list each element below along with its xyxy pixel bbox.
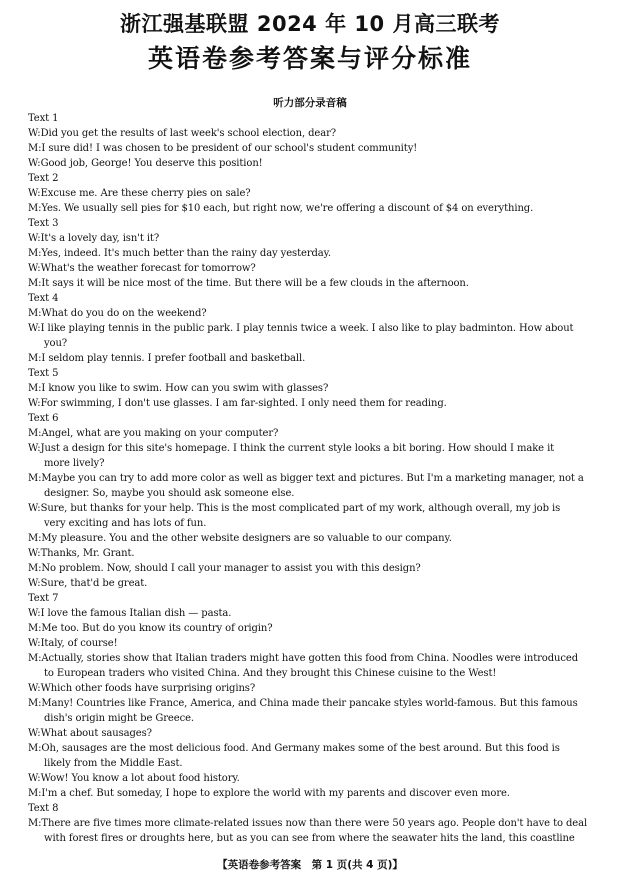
dialogue-line: M:I seldom play tennis. I prefer football and basketball. [28,353,306,364]
dialogue-line: W:Sure, but thanks for your help. This is the most complicated part of my work, although overall, my job is [28,503,561,514]
dialogue-line-continued: very exciting and has lots of fun. [44,518,207,529]
dialogue-line: M:Yes, indeed. It's much better than the rainy day yesterday. [28,248,331,259]
text-label: Text 2 [28,173,59,184]
text-label: Text 1 [28,113,59,124]
dialogue-line-continued: more lively? [44,458,105,469]
dialogue-line: M:I'm a chef. But someday, I hope to explore the world with my parents and discover even more. [28,788,510,799]
dialogue-line: W:For swimming, I don't use glasses. I am far-sighted. I only need them for reading. [28,398,447,409]
dialogue-line: M:What do you do on the weekend? [28,308,207,319]
dialogue-line: W:Wow! You know a lot about food history. [28,773,240,784]
text-label: Text 5 [28,368,59,379]
exam-title: 浙江强基联盟 2024 年 10 月高三联考 [120,12,500,36]
dialogue-line: W:Sure, that'd be great. [28,578,148,589]
dialogue-line: M:No problem. Now, should I call your manager to assist you with this design? [28,563,421,574]
answer-key-title: 英语卷参考答案与评分标准 [147,44,472,73]
dialogue-line: M:My pleasure. You and the other website designers are so valuable to our company. [28,533,452,544]
dialogue-line: M:It says it will be nice most of the time. But there will be a few clouds in the afternoon. [28,278,469,289]
dialogue-line-continued: with forest fires or droughts here, but as you can see from where the seawater hits the land, this coastline [44,833,575,844]
dialogue-line: M:Angel, what are you making on your computer? [28,428,279,439]
dialogue-line: M:I know you like to swim. How can you swim with glasses? [28,383,329,394]
text-label: Text 3 [28,218,59,229]
text-label: Text 8 [28,803,59,814]
dialogue-line: M:Many! Countries like France, America, and China made their pancake styles world-famous. But this famous [28,698,578,709]
dialogue-line: W:What about sausages? [28,728,152,739]
dialogue-line-continued: dish's origin might be Greece. [44,713,194,724]
dialogue-line: W:Did you get the results of last week's school election, dear? [28,128,337,139]
dialogue-line: M:I sure did! I was chosen to be president of our school's student community! [28,143,418,154]
dialogue-line: W:Which other foods have surprising origins? [28,683,256,694]
dialogue-line: M:Maybe you can try to add more color as well as bigger text and pictures. But I'm a marketing manager, not a [28,473,584,484]
dialogue-line: W:What's the weather forecast for tomorrow? [28,263,256,274]
dialogue-line-continued: likely from the Middle East. [44,758,183,769]
dialogue-line: W:Thanks, Mr. Grant. [28,548,135,559]
dialogue-line: W:I like playing tennis in the public park. I play tennis twice a week. I also like to play badminton. How about [28,323,574,334]
text-label: Text 7 [28,593,59,604]
dialogue-line: W:Good job, George! You deserve this position! [28,158,263,169]
dialogue-line-continued: you? [44,338,68,349]
dialogue-line: M:There are five times more climate-related issues now than there were 50 years ago. People don't have to deal [28,818,588,829]
text-label: Text 6 [28,413,59,424]
dialogue-line-continued: to European traders who visited China. And they brought this Chinese cuisine to the West! [44,668,497,679]
listening-transcript [28,111,596,846]
section-heading: 听力部分录音稿 [273,97,347,109]
dialogue-line: W:Just a design for this site's homepage. I think the current style looks a bit boring. How should I make it [28,443,555,454]
dialogue-line: W:Italy, of course! [28,638,118,649]
dialogue-line: M:Me too. But do you know its country of origin? [28,623,273,634]
dialogue-line: M:Actually, stories show that Italian traders might have gotten this food from China. Noodles were introduced [28,653,578,664]
text-label: Text 4 [28,293,59,304]
dialogue-line-continued: designer. So, maybe you should ask someone else. [44,488,295,499]
dialogue-line: W:It's a lovely day, isn't it? [28,233,160,244]
dialogue-line: M:Oh, sausages are the most delicious food. And Germany makes some of the best around. But this food is [28,743,560,754]
dialogue-line: W:I love the famous Italian dish — pasta. [28,608,232,619]
dialogue-line: W:Excuse me. Are these cherry pies on sale? [28,188,251,199]
dialogue-line: M:Yes. We usually sell pies for $10 each, but right now, we're offering a discount of $4 on everything. [28,203,534,214]
page-footer: 【英语卷参考答案 第 1 页(共 4 页)】 [217,859,403,871]
